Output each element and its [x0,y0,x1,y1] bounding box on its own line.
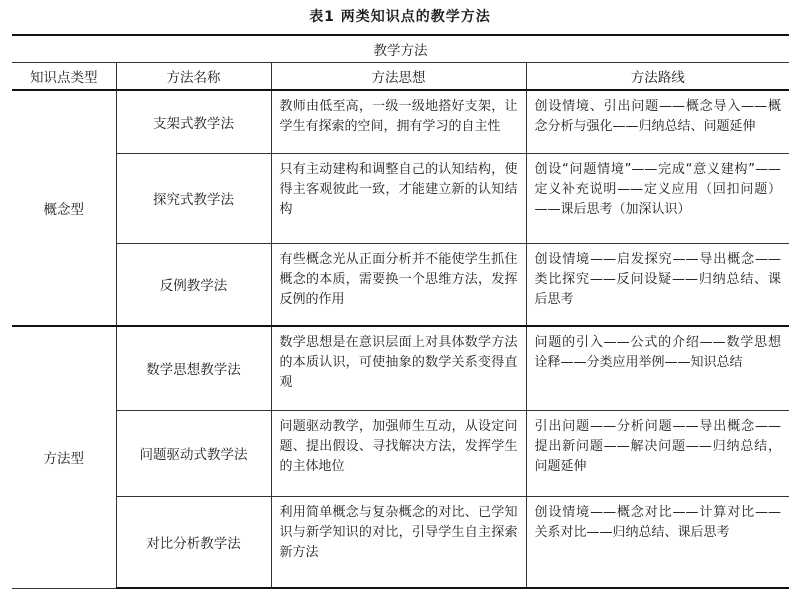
method-route-cell: 问题的引入——公式的介绍——数学思想诠释——分类应用举例——知识总结 [526,326,789,410]
table-row [12,243,789,326]
method-idea-cell: 只有主动建构和调整自己的认知结构，使得主客观彼此一致，才能建立新的认知结构 [271,153,526,243]
table-caption: 表1 两类知识点的教学方法 [309,9,491,25]
method-idea-cell: 利用简单概念与复杂概念的对比、已学知识与新学知识的对比，引导学生自主探索新方法 [271,496,526,588]
method-name-cell: 对比分析教学法 [116,496,271,588]
method-route-cell: 创设情境——概念对比——计算对比——关系对比——归纳总结、课后思考 [526,496,789,588]
group-type-cell: 方法型 [12,326,116,588]
method-name-cell: 探究式教学法 [116,153,271,243]
method-name-cell: 反例教学法 [116,243,271,326]
method-idea-cell: 教师由低至高，一级一级地搭好支架，让学生有探索的空间，拥有学习的自主性 [271,90,526,153]
span-header: 教学方法 [12,35,789,63]
col-header-name: 方法名称 [116,63,271,91]
col-header-idea: 方法思想 [271,63,526,91]
method-route-cell: 创设情境、引出问题——概念导入——概念分析与强化——归纳总结、问题延伸 [526,90,789,153]
teaching-methods-table [12,34,789,589]
method-route-cell: 创设情境——启发探究——导出概念——类比探究——反问设疑——归纳总结、课后思考 [526,243,789,326]
method-name-cell: 支架式教学法 [116,90,271,153]
group-type-cell: 概念型 [12,90,116,326]
method-route-cell: 引出问题——分析问题——导出概念——提出新问题——解决问题——归纳总结，问题延伸 [526,410,789,496]
method-route-cell: 创设“问题情境”——完成“意义建构”——定义补充说明——定义应用（回扣问题）——课后思考（加深认识） [526,153,789,243]
table-row [12,326,789,410]
table-row [12,410,789,496]
method-name-cell: 数学思想教学法 [116,326,271,410]
method-idea-cell: 有些概念光从正面分析并不能使学生抓住概念的本质，需要换一个思维方法，发挥反例的作用 [271,243,526,326]
method-idea-cell: 问题驱动教学，加强师生互动，从设定问题、提出假设、寻找解决方法，发挥学生的主体地位 [271,410,526,496]
col-header-type: 知识点类型 [12,63,116,91]
table-row [12,90,789,153]
col-header-route: 方法路线 [526,63,789,91]
table-row [12,496,789,588]
method-name-cell: 问题驱动式教学法 [116,410,271,496]
table-row [12,153,789,243]
method-idea-cell: 数学思想是在意识层面上对具体数学方法的本质认识，可使抽象的数学关系变得直观 [271,326,526,410]
